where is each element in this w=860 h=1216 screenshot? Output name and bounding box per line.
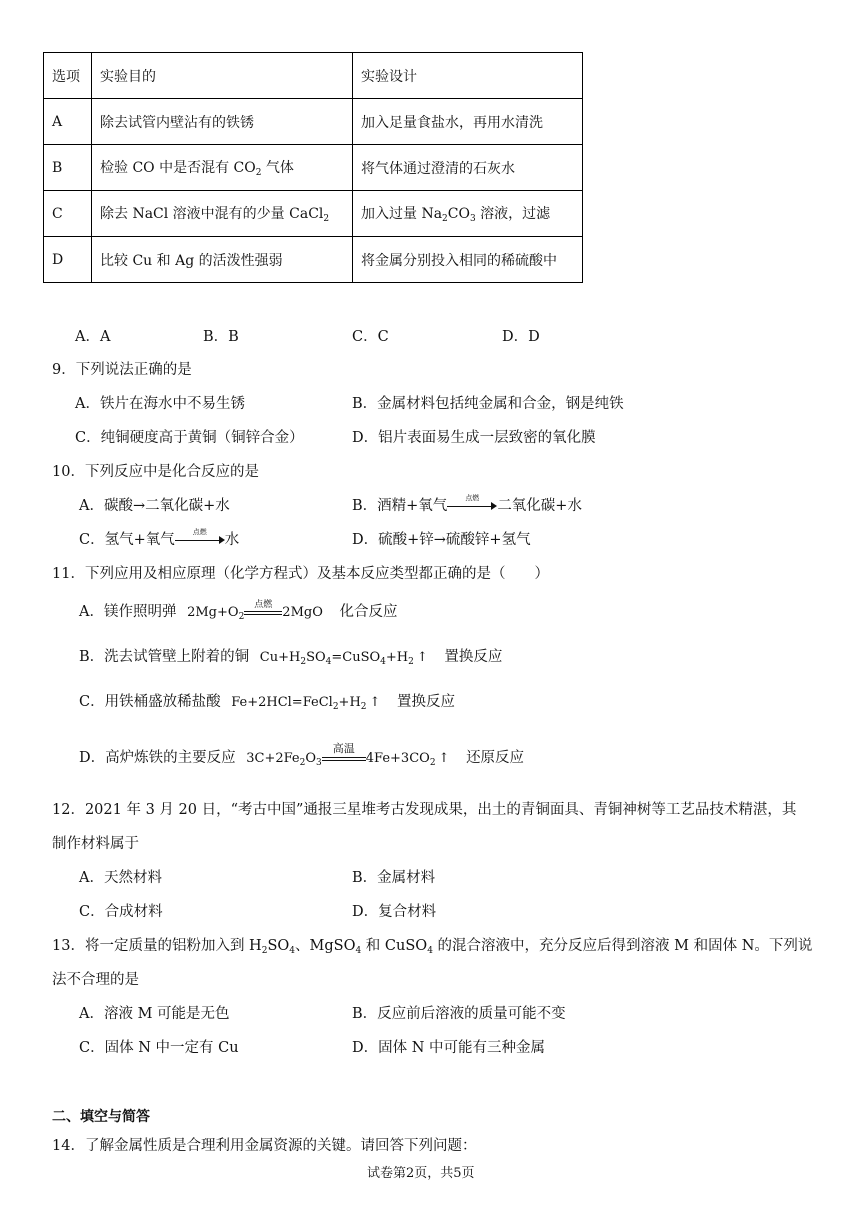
table-row	[44, 191, 583, 237]
q11-option-a[interactable]: A．镁作照明弹 $2Mg+O_2$ 点燃 2MgO 化合反应	[79, 599, 398, 622]
q8-option-b[interactable]: B．B	[203, 329, 239, 345]
q8-option-a[interactable]: A．A	[75, 329, 111, 345]
reaction-arrow: 点燃	[447, 499, 497, 513]
reaction-type: 置换反应	[444, 649, 503, 665]
q12-option-a[interactable]: A．天然材料	[79, 870, 162, 886]
table-row	[44, 99, 583, 145]
table-cell-design: 将金属分别投入相同的稀硫酸中	[353, 237, 583, 283]
q9-option-d[interactable]: D．铝片表面易生成一层致密的氧化膜	[352, 430, 596, 446]
q9-option-b[interactable]: B．金属材料包括纯金属和合金，钢是纯铁	[352, 396, 624, 412]
q13-stem-line2: 法不合理的是	[52, 972, 139, 988]
table-cell-option: C	[44, 191, 92, 237]
reaction-type: 置换反应	[397, 694, 456, 710]
q12-stem-line2: 制作材料属于	[52, 836, 139, 852]
q14-stem: 14．了解金属性质是合理利用金属资源的关键。请回答下列问题：	[52, 1138, 477, 1154]
reaction-arrow: 点燃	[175, 533, 225, 547]
q10-option-d[interactable]: D．硫酸+锌→硫酸锌+氢气	[352, 532, 531, 548]
table-cell-option: D	[44, 237, 92, 283]
q13-option-d[interactable]: D．固体 N 中可能有三种金属	[352, 1040, 546, 1056]
table-cell-goal: 除去 NaCl 溶液中混有的少量 CaCl$_2$	[92, 191, 353, 237]
table-cell-goal: 检验 CO 中是否混有 $CO_2$ 气体	[92, 145, 353, 191]
q10-option-b[interactable]: B．酒精+氧气 点燃 二氧化碳+水	[352, 494, 582, 514]
q10-option-c[interactable]: C．氢气+氧气 点燃 水	[79, 528, 240, 548]
table-header-goal: 实验目的	[92, 53, 353, 99]
experiment-table	[43, 52, 583, 283]
equation: $Cu+H_2SO_4=CuSO_4+H_2$ ↑	[259, 650, 428, 667]
q12-option-b[interactable]: B．金属材料	[352, 870, 436, 886]
q11-option-c[interactable]: C．用铁桶盛放稀盐酸 $Fe+2HCl=FeCl_2+H_2$ ↑ 置换反应	[79, 694, 456, 712]
equals-sign: 点燃	[244, 606, 282, 620]
table-cell-goal: 比较 Cu 和 Ag 的活泼性强弱	[92, 237, 353, 283]
q13-option-a[interactable]: A．溶液 M 可能是无色	[79, 1006, 230, 1022]
up-arrow-icon: ↑	[416, 650, 428, 665]
q9-option-a[interactable]: A．铁片在海水中不易生锈	[75, 396, 245, 412]
q13-option-b[interactable]: B．反应前后溶液的质量可能不变	[352, 1006, 566, 1022]
equation: $2Mg+O_2$ 点燃 2MgO	[187, 599, 323, 622]
table-cell-option: B	[44, 145, 92, 191]
table-cell-design: 加入过量 $Na_2CO_3$ 溶液，过滤	[353, 191, 583, 237]
equation: $3C+2Fe_2O_3$ 高温 $4Fe+3CO_2$ ↑	[246, 741, 450, 768]
table-cell-goal: 除去试管内壁沾有的铁锈	[92, 99, 353, 145]
equation: $Fe+2HCl=FeCl_2+H_2$ ↑	[231, 695, 381, 712]
q13-option-c[interactable]: C．固体 N 中一定有 Cu	[79, 1040, 239, 1056]
up-arrow-icon: ↑	[438, 751, 450, 766]
page-footer: 试卷第2页，共5页	[367, 1166, 475, 1181]
q12-option-c[interactable]: C．合成材料	[79, 904, 163, 920]
table-header-row	[44, 53, 583, 99]
reaction-type: 化合反应	[339, 604, 398, 620]
table-row	[44, 145, 583, 191]
table-cell-design: 将气体通过澄清的石灰水	[353, 145, 583, 191]
q11-option-d[interactable]: D．高炉炼铁的主要反应 $3C+2Fe_2O_3$ 高温 $4Fe+3CO_2$ ↑ 还原反应	[79, 741, 525, 768]
q10-option-a[interactable]: A．碳酸→二氧化碳+水	[79, 498, 230, 514]
q13-stem-line1: 13．将一定质量的铝粉加入到 $H_2SO_4$、MgSO$_4$ 和 CuSO$_4$ 的混合溶液中，充分反应后得到溶液 M 和固体 N。下列说	[52, 938, 813, 956]
table-header-design: 实验设计	[353, 53, 583, 99]
q10-stem: 10．下列反应中是化合反应的是	[52, 464, 259, 480]
reaction-type: 还原反应	[466, 750, 525, 766]
equals-sign: 高温	[322, 752, 366, 766]
q8-option-c[interactable]: C．C	[352, 329, 389, 345]
table-cell-design: 加入足量食盐水，再用水清洗	[353, 99, 583, 145]
table-header-option: 选项	[44, 53, 92, 99]
q12-stem-line1: 12．2021 年 3 月 20 日，“考古中国”通报三星堆考古发现成果，出土的青铜面具、青铜神树等工艺品技术精湛，其	[52, 802, 797, 818]
q9-stem: 9．下列说法正确的是	[52, 362, 192, 378]
q11-option-b[interactable]: B．洗去试管壁上附着的铜 $Cu+H_2SO_4=CuSO_4+H_2$ ↑ 置换反应	[79, 649, 503, 667]
q11-stem: 11．下列应用及相应原理（化学方程式）及基本反应类型都正确的是（ ）	[52, 566, 549, 582]
up-arrow-icon: ↑	[369, 695, 381, 710]
table-cell-option: A	[44, 99, 92, 145]
section-heading: 二、填空与简答	[52, 1109, 150, 1125]
q9-option-c[interactable]: C．纯铜硬度高于黄铜（铜锌合金）	[75, 430, 304, 446]
q12-option-d[interactable]: D．复合材料	[352, 904, 437, 920]
table-row	[44, 237, 583, 283]
q8-option-d[interactable]: D．D	[502, 329, 540, 345]
